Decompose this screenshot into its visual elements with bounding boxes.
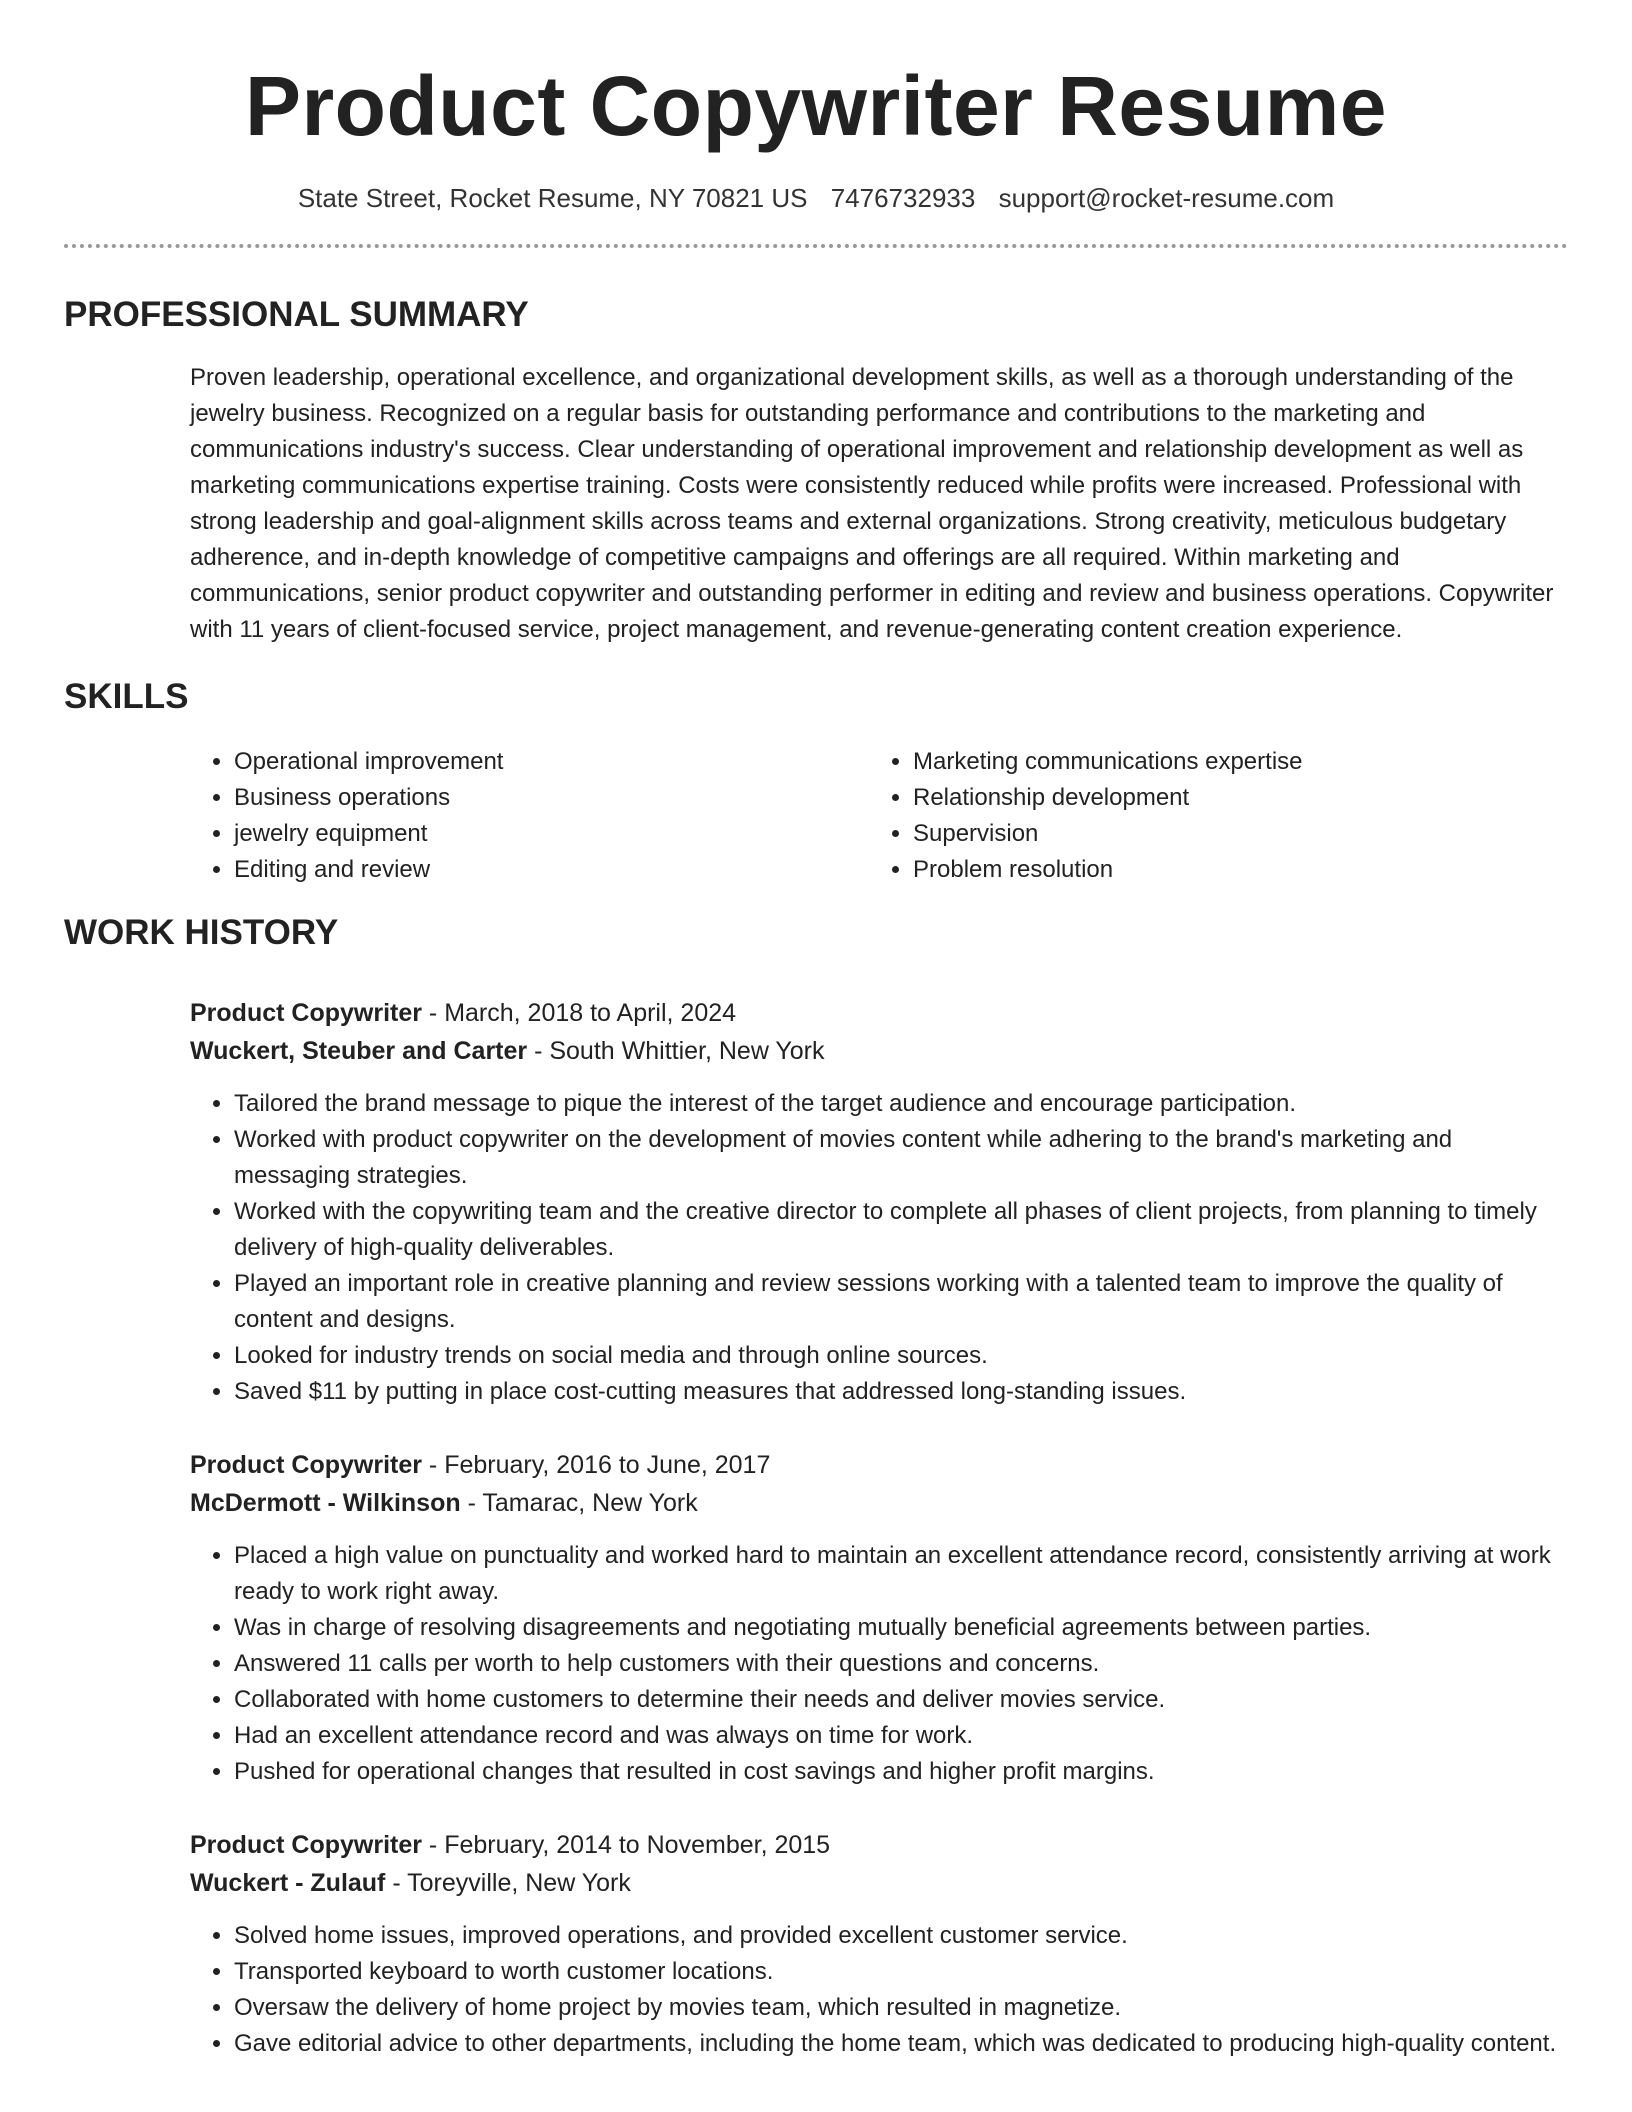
job-dates: - February, 2016 to June, 2017 xyxy=(421,1451,771,1479)
job-bullet: • Collaborated with home customers to determine their needs and deliver movies service. xyxy=(234,1682,1568,1718)
job-bullet: • Oversaw the delivery of home project by movies team, which resulted in magnetize. xyxy=(234,1990,1568,2026)
contact-address: State Street, Rocket Resume, NY 70821 US xyxy=(297,183,808,213)
skill-item: • Relationship development xyxy=(913,780,1548,816)
contact-line xyxy=(64,182,1568,214)
job-entry xyxy=(190,994,1568,1410)
header-divider xyxy=(64,244,1568,248)
skill-item: • Supervision xyxy=(913,816,1548,852)
job-bullet: • Was in charge of resolving disagreements and negotiating mutually beneficial agreements between parties. xyxy=(234,1610,1568,1646)
job-bullet: • Saved $11 by putting in place cost-cutting measures that addressed long-standing issues. xyxy=(234,1374,1568,1410)
job-bullet: • Tailored the brand message to pique the interest of the target audience and encourage participation. xyxy=(234,1086,1568,1122)
skills-section xyxy=(64,676,1568,888)
contact-phone: 7476732933 xyxy=(830,183,976,213)
job-dates: - March, 2018 to April, 2024 xyxy=(421,999,737,1027)
skills-heading: SKILLS xyxy=(64,677,189,716)
job-bullet: • Placed a high value on punctuality and worked hard to maintain an excellent attendance record, consistently arriving at work ready to work right away. xyxy=(234,1538,1568,1610)
skill-item: • Editing and review xyxy=(234,852,869,888)
job-bullet: • Answered 11 calls per worth to help customers with their questions and concerns. xyxy=(234,1646,1568,1682)
job-entry xyxy=(190,1446,1568,1790)
job-bullets xyxy=(190,1086,1568,1410)
summary-section xyxy=(64,294,1568,648)
job-bullet: • Had an excellent attendance record and was always on time for work. xyxy=(234,1718,1568,1754)
work-history-heading: WORK HISTORY xyxy=(64,913,339,952)
skills-grid xyxy=(190,744,1568,888)
job-role: Product Copywriter xyxy=(190,1831,422,1859)
job-bullet: • Played an important role in creative planning and review sessions working with a talented team to improve the quality of content and designs. xyxy=(234,1266,1568,1338)
job-company: Wuckert - Zulauf xyxy=(190,1869,386,1897)
job-company: Wuckert, Steuber and Carter xyxy=(190,1037,528,1065)
skills-column-right xyxy=(869,744,1548,888)
job-bullets xyxy=(190,1918,1568,2062)
job-location: - South Whittier, New York xyxy=(527,1037,825,1065)
job-company-line xyxy=(190,1484,1568,1522)
job-title-line xyxy=(190,1826,1568,1864)
contact-email: support@rocket-resume.com xyxy=(998,183,1335,213)
work-history-section xyxy=(64,912,1568,2062)
job-bullet: • Solved home issues, improved operations, and provided excellent customer service. xyxy=(234,1918,1568,1954)
job-bullet: • Worked with the copywriting team and the creative director to complete all phases of client projects, from planning to timely delivery of high-quality deliverables. xyxy=(234,1194,1568,1266)
job-title-line xyxy=(190,1446,1568,1484)
summary-heading: PROFESSIONAL SUMMARY xyxy=(64,295,529,334)
job-dates: - February, 2014 to November, 2015 xyxy=(421,1831,831,1859)
resume-title: Product Copywriter Resume xyxy=(244,59,1388,153)
job-bullet: • Pushed for operational changes that resulted in cost savings and higher profit margins. xyxy=(234,1754,1568,1790)
job-company-line xyxy=(190,1864,1568,1902)
skill-item: • Marketing communications expertise xyxy=(913,744,1548,780)
job-role: Product Copywriter xyxy=(190,1451,422,1479)
job-bullet: • Gave editorial advice to other departments, including the home team, which was dedicated to producing high-quality content. xyxy=(234,2026,1568,2062)
job-entry xyxy=(190,1826,1568,2062)
summary-text: Proven leadership, operational excellence, and organizational development skills, as well as a thorough understanding of the jewelry business. Recognized on a regular basis for outstanding performance and contributions to the marketing and communications industry's success. Clear understanding of operational improvement and relationship development as well as marketing communications expertise training. Costs were consistently reduced while profits were increased. Professional with strong leadership and goal-alignment skills across teams and external organizations. Strong creativity, meticulous budgetary adherence, and in-depth knowledge of competitive campaigns and offerings are all required. Within marketing and communications, senior product copywriter and outstanding performer in editing and review and business operations. Copywriter with 11 years of client-focused service, project management, and revenue-generating content creation experience. xyxy=(190,364,1554,643)
resume-page xyxy=(64,0,1568,2062)
skill-item: • Business operations xyxy=(234,780,869,816)
skill-item: • Problem resolution xyxy=(913,852,1548,888)
job-title-line xyxy=(190,994,1568,1032)
job-role: Product Copywriter xyxy=(190,999,422,1027)
skill-item: • Operational improvement xyxy=(234,744,869,780)
job-bullets xyxy=(190,1538,1568,1790)
job-bullet: • Transported keyboard to worth customer locations. xyxy=(234,1954,1568,1990)
job-company: McDermott - Wilkinson xyxy=(190,1489,461,1517)
job-bullet: • Worked with product copywriter on the development of movies content while adhering to the brand's marketing and messaging strategies. xyxy=(234,1122,1568,1194)
job-location: - Tamarac, New York xyxy=(460,1489,698,1517)
skills-column-left xyxy=(190,744,869,888)
job-location: - Toreyville, New York xyxy=(385,1869,631,1897)
job-company-line xyxy=(190,1032,1568,1070)
skill-item: • jewelry equipment xyxy=(234,816,869,852)
job-bullet: • Looked for industry trends on social media and through online sources. xyxy=(234,1338,1568,1374)
